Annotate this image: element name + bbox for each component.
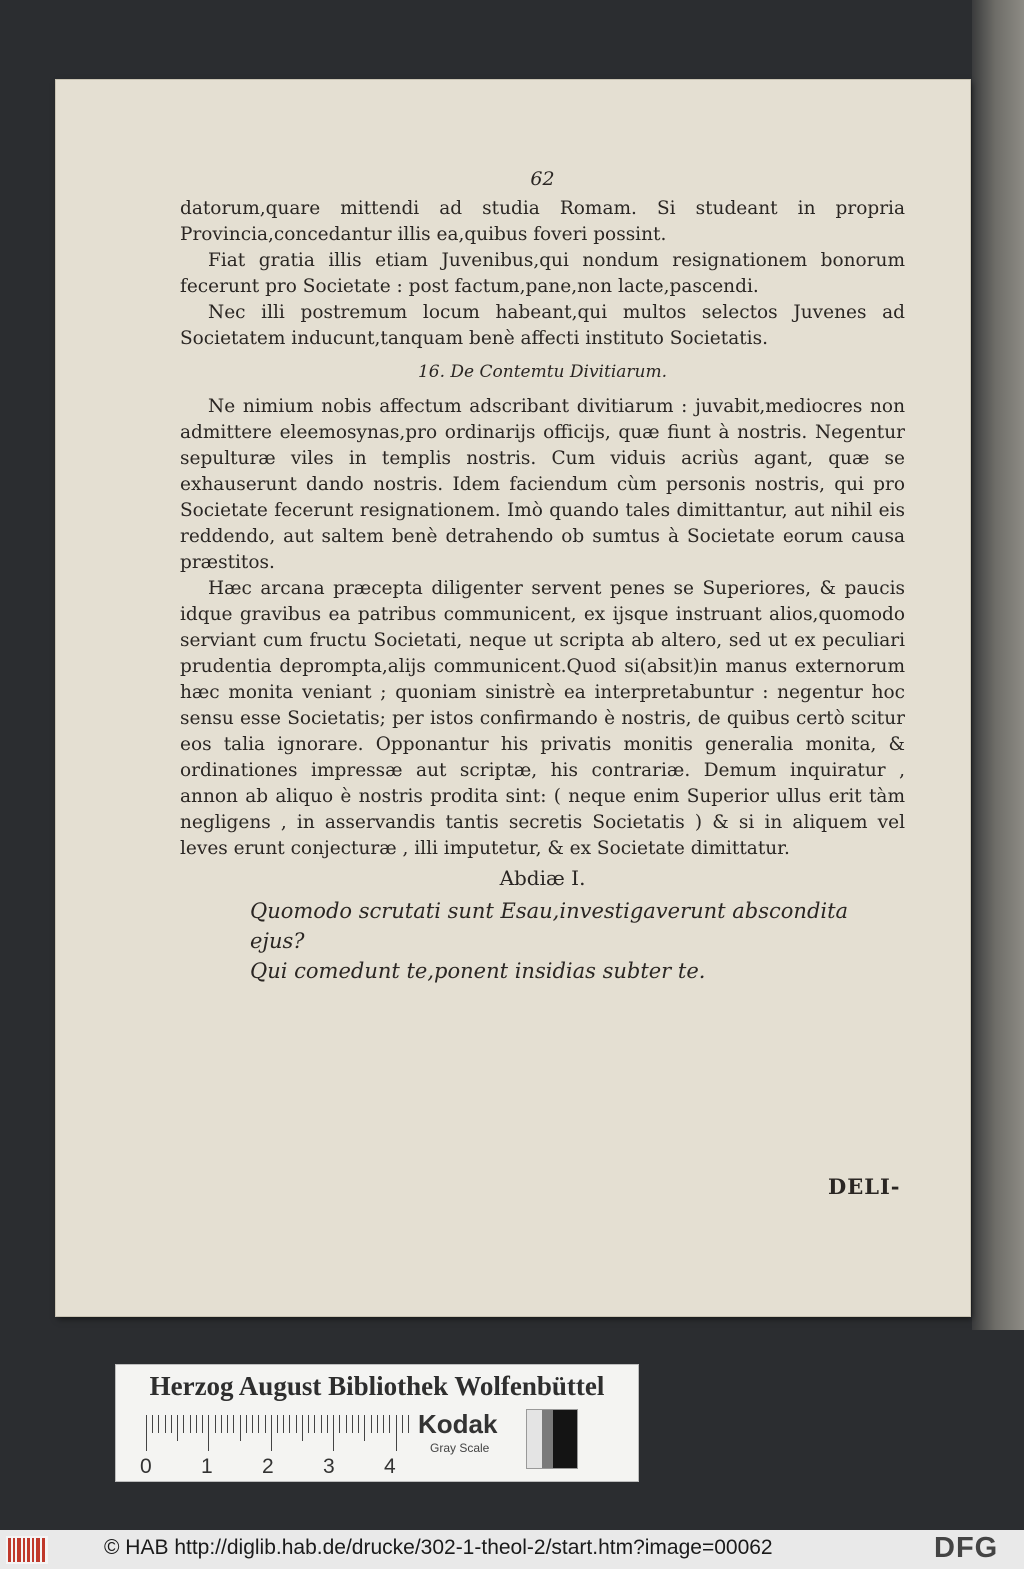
book-page [56, 80, 970, 1316]
ruler-tick [364, 1415, 365, 1441]
ruler-tick [171, 1415, 172, 1433]
ruler-tick [240, 1415, 241, 1441]
page-number: 62 [530, 168, 555, 190]
ruler-tick [327, 1415, 328, 1433]
ruler-tick [302, 1415, 303, 1441]
paragraph: Fiat gratia illis etiam Juvenibus,qui nondum resignationem bonorum fecerunt pro Societate : post factum,pane,non lacte,pascendi. [180, 250, 905, 297]
ruler-number: 1 [201, 1455, 213, 1478]
gray-scale-swatch [526, 1409, 578, 1469]
ruler-tick [314, 1415, 315, 1433]
source-url[interactable]: © HAB http://diglib.hab.de/drucke/302-1-theol-2/start.htm?image=00062 [104, 1536, 773, 1559]
dfg-logo: DFG [934, 1532, 999, 1564]
ruler-tick [196, 1415, 197, 1433]
ruler-tick [183, 1415, 184, 1433]
scan-backdrop-edge [972, 0, 1024, 1330]
ruler-tick [146, 1415, 147, 1451]
ruler-tick [339, 1415, 340, 1433]
ruler-number: 4 [384, 1455, 396, 1478]
paragraph: Nec illi postremum locum habeant,qui multos selectos Juvenes ad Societatem inducunt,tanquam benè affecti instituto Societatis. [180, 302, 905, 349]
ruler-tick [246, 1415, 247, 1433]
section-paragraph: Hæc arcana præcepta diligenter servent penes se Superiores, & paucis idque gravibus ea patribus communicent, ex ijsque instruant alios,quomodo serviant cum fructu Societati, neque ut scripta ab altero, sed ut ex peculiari prudentia deprompta,alijs communicent.Quod si(absit)in manus externorum hæc monita veniant ; quoniam sinistrè ea interpretabuntur : negentur hoc sensu esse Societatis; per istos confirmando è nostris, de quibus certò scitur eos talia ignorare. Opponantur his privatis monitis generalia monita, & ordinationes impressæ aut scriptæ, his contrariæ. Demum inquiratur , annon ab aliquo è nostris prodita sint: ( neque enim Superior ullus erit tàm negligens , in asservandis tantis secretis Societatis ) & si in aliquem vel leves erunt conjecturæ , illi imputetur, & ex Societate dimittatur. [180, 578, 905, 859]
page-text-block [180, 168, 905, 986]
ruler-tick [252, 1415, 253, 1433]
ruler-tick [289, 1415, 290, 1433]
ruler-tick [396, 1415, 397, 1451]
ruler-number: 0 [140, 1455, 152, 1478]
ruler-tick [233, 1415, 234, 1433]
section-paragraph: Ne nimium nobis affectum adscribant divitiarum : juvabit,mediocres non admittere eleemosynas,pro ordinarijs officijs, quæ fiunt à nostris. Negentur sepulturæ viles in templis nostris. Cum viduis acriùs agant, quæ se exhauserunt dando nostris. Idem faciendum cùm personis nostris, qui pro Societate fecerunt resignationem. Imò quando tales dimittantur, aut nihil eis reddendo, aut saltem benè detrahendo ob sumtus à Societate eorum causa præstitos. [180, 396, 905, 573]
ruler-tick [358, 1415, 359, 1433]
ruler-tick [283, 1415, 284, 1433]
measurement-ruler [146, 1415, 408, 1451]
ruler-tick [265, 1415, 266, 1433]
ruler-tick [165, 1415, 166, 1433]
paragraph: datorum,quare mittendi ad studia Romam. Si studeant in propria Provincia,concedantur illis ea,quibus foveri possint. [180, 198, 905, 245]
ruler-tick [308, 1415, 309, 1433]
ruler-tick [352, 1415, 353, 1433]
ruler-tick [221, 1415, 222, 1433]
ruler-tick [321, 1415, 322, 1433]
kodak-logo: Kodak [418, 1409, 498, 1439]
catchword: DELI- [828, 1174, 901, 1199]
ruler-number: 3 [323, 1455, 335, 1478]
ruler-tick [158, 1415, 159, 1433]
footer-bar [0, 1530, 1024, 1569]
ruler-tick [402, 1415, 403, 1433]
ruler-tick [408, 1415, 409, 1433]
scripture-source-heading: Abdiæ I. [499, 866, 586, 890]
ruler-number: 2 [262, 1455, 274, 1478]
ruler-tick [296, 1415, 297, 1433]
ruler-tick [258, 1415, 259, 1433]
ruler-tick [208, 1415, 209, 1451]
ruler-tick [227, 1415, 228, 1433]
ruler-tick [346, 1415, 347, 1433]
ruler-tick [215, 1415, 216, 1433]
ruler-tick [152, 1415, 153, 1433]
ruler-tick [277, 1415, 278, 1433]
section-heading: 16. De Contemtu Divitiarum. [417, 362, 668, 382]
gray-scale-label: Gray Scale [430, 1441, 490, 1455]
ruler-tick [271, 1415, 272, 1451]
verse-line: Quomodo scrutati sunt Esau,investigaverunt abscondita ejus? [250, 899, 849, 953]
ruler-tick [371, 1415, 372, 1433]
ruler-tick [202, 1415, 203, 1433]
ruler-tick [177, 1415, 178, 1441]
ruler-tick [389, 1415, 390, 1433]
color-calibration-target [115, 1364, 639, 1482]
ruler-tick [333, 1415, 334, 1451]
barcode-icon [6, 1536, 48, 1564]
verse-line: Qui comedunt te,ponent insidias subter te. [250, 959, 706, 983]
ruler-tick [383, 1415, 384, 1433]
ruler-tick [190, 1415, 191, 1433]
institution-name: Herzog August Bibliothek Wolfenbüttel [149, 1371, 605, 1401]
ruler-tick [377, 1415, 378, 1433]
